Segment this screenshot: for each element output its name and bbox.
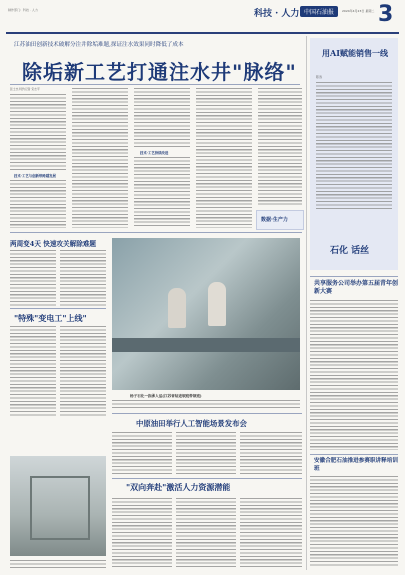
left-photo-structure <box>30 476 90 540</box>
photo-pipe <box>112 338 300 352</box>
middle-article-2-title: "双向奔赴"激活人力资源潜能 <box>126 482 231 492</box>
lead-kicker: 江苏油田创新技术破解分注井除垢难题,探证注水效果同时降低了成本 <box>14 42 184 48</box>
right-rule-1 <box>310 276 398 277</box>
lead-subhead-2: 技术·工艺持续改进 <box>140 151 169 155</box>
left-article-1-body-b <box>60 250 106 306</box>
lead-col-2 <box>72 88 128 228</box>
masthead-section: 科技 · 人力 <box>254 9 300 19</box>
left-article-1-body <box>10 250 56 306</box>
left-article-2-body <box>10 326 56 416</box>
middle-rule-1 <box>112 413 302 414</box>
photo-worker-2 <box>208 282 226 326</box>
lead-byline: 张士杰 特约记者 宋志平 <box>10 87 40 91</box>
lead-col-1 <box>10 94 66 172</box>
left-article-1-title: 两周变4天 快速攻关解除难题 <box>10 240 97 248</box>
middle-article-1-body-b <box>176 432 236 474</box>
sidebar-brand <box>330 238 380 256</box>
lead-col-5 <box>258 88 302 206</box>
masthead-date: 2024年4月23日 星期二 <box>342 9 375 13</box>
masthead-rule <box>6 32 399 34</box>
lead-col-1b <box>10 180 66 228</box>
right-divider <box>306 36 307 570</box>
headline-rule <box>10 84 300 85</box>
section-rule-1 <box>10 232 302 233</box>
left-article-2-title: "特殊"变电工"上线" <box>14 313 87 323</box>
sidebar-brand-text: 石化 话丝 <box>330 246 370 256</box>
right-bottom-body-2 <box>310 476 398 568</box>
middle-article-2-body <box>112 498 172 568</box>
photo-caption-body <box>112 400 300 410</box>
lead-headline: 除垢新工艺打通注水井"脉络" <box>22 60 297 84</box>
paper-name <box>300 6 338 17</box>
sidebar-block <box>310 38 398 270</box>
middle-article-2-body-c <box>240 498 302 568</box>
right-rule-2 <box>310 454 398 455</box>
lead-col-3b <box>134 157 190 228</box>
middle-article-2-body-b <box>176 498 236 568</box>
masthead-meta: 制作部门：科技 · 人力 <box>8 8 38 12</box>
masthead <box>0 0 405 32</box>
photo-worker-1 <box>168 288 186 328</box>
left-article-2-body-b <box>60 326 106 416</box>
middle-article-1-title: 中原油田举行人工智能场景发布会 <box>136 419 247 428</box>
sidebar-body <box>316 82 392 210</box>
sidebar-column-title: 用AI赋能销售一线 <box>322 48 388 58</box>
lead-col-3 <box>134 88 190 148</box>
data-banner <box>256 210 304 230</box>
right-bottom-body <box>310 300 398 450</box>
paper-name-text: 中国石油报 <box>304 9 335 16</box>
middle-article-1-body-c <box>240 432 302 474</box>
lead-col-4 <box>196 88 252 228</box>
sidebar-author: 陈涛 <box>316 75 323 79</box>
lead-photo <box>112 238 300 390</box>
left-rule <box>10 308 106 309</box>
left-bottom-caption <box>10 560 106 568</box>
right-bottom-title: 共享服务公司举办第五届青年创新大赛 <box>314 280 399 295</box>
right-bottom-title-2: 安徽合肥石油推进参赛职讲释培训班 <box>314 458 398 472</box>
banner-label: 数据·生产力 <box>261 217 288 223</box>
page-number: 3 <box>378 2 394 27</box>
middle-article-1-body <box>112 432 172 474</box>
photo-caption: 杨子石化一指承人运(江苏省钻进领班带领班) <box>130 394 202 398</box>
middle-rule-2 <box>112 478 302 479</box>
left-bottom-photo <box>10 456 106 556</box>
lead-subhead: 技术·工艺与创新带跨越发展 <box>14 174 56 178</box>
